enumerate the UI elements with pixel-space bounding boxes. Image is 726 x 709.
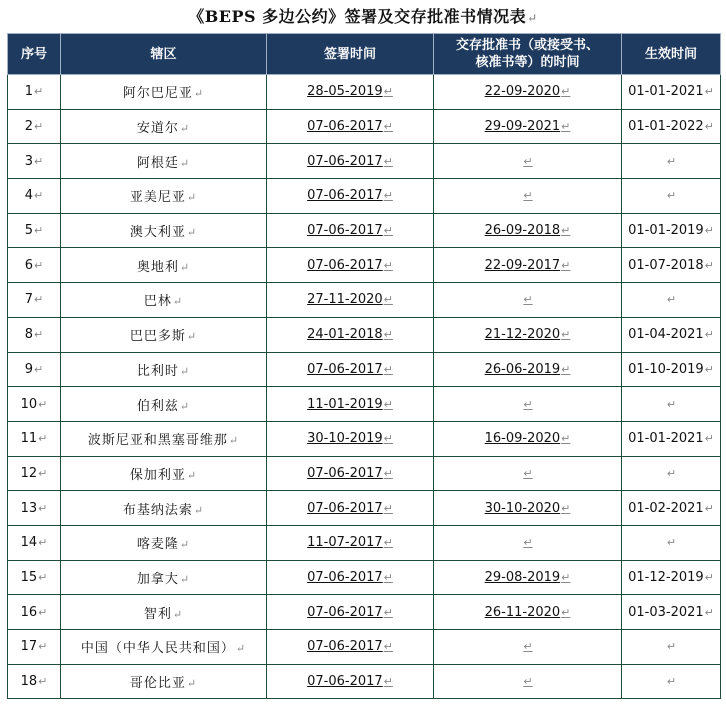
paragraph-mark-icon: ↵: [383, 120, 393, 134]
paragraph-mark-icon: ↵: [34, 189, 44, 203]
paragraph-mark-icon: ↵: [34, 120, 44, 134]
paragraph-mark-icon: ↵: [383, 570, 393, 584]
cell-sign-date-text: 11-07-2017: [307, 535, 383, 551]
cell-deposit-date-text: 21-12-2020: [484, 327, 561, 343]
paragraph-mark-icon: ↵: [38, 605, 48, 619]
cell-region: [61, 144, 267, 179]
cell-num: [8, 144, 61, 179]
paragraph-mark-icon: ↵: [179, 399, 191, 413]
table-row: [8, 630, 721, 665]
paragraph-mark-icon: ↵: [666, 293, 677, 307]
cell-num: [8, 213, 61, 248]
paragraph-mark-icon: ↵: [179, 156, 191, 170]
cell-effective-date: [622, 630, 721, 665]
cell-effective-date-text: 01-03-2021: [628, 604, 704, 620]
paragraph-mark-icon: ↵: [561, 570, 571, 584]
cell-deposit-date: [434, 109, 622, 144]
table-row: [8, 387, 721, 422]
cell-num-text: 13: [20, 500, 38, 516]
cell-region: [61, 109, 267, 144]
cell-sign-date-text: 07-06-2017: [307, 674, 383, 690]
cell-effective-date: [622, 317, 721, 352]
paragraph-mark-icon: ↵: [34, 154, 44, 168]
cell-num-text: 18: [20, 674, 38, 690]
header-sign-date: 签署时间: [267, 34, 434, 75]
cell-effective-date: [622, 560, 721, 595]
cell-effective-date: [622, 75, 721, 110]
paragraph-mark-icon: ↵: [704, 362, 714, 376]
paragraph-mark-icon: ↵: [38, 432, 48, 446]
paragraph-mark-icon: ↵: [179, 260, 191, 274]
cell-effective-date-text: 01-02-2021: [628, 500, 704, 516]
cell-sign-date: [267, 664, 434, 699]
cell-region: [61, 317, 267, 352]
table-row: [8, 352, 721, 387]
paragraph-mark-icon: ↵: [704, 85, 714, 99]
cell-effective-date-text: 01-01-2019: [628, 223, 704, 239]
paragraph-mark-icon: ↵: [561, 328, 571, 342]
cell-deposit-date-text: 26-11-2020: [484, 604, 561, 620]
paragraph-mark-icon: ↵: [704, 224, 714, 238]
cell-deposit-date-text: 30-10-2020: [484, 500, 561, 516]
cell-region-text: 布基纳法索: [122, 502, 193, 518]
paragraph-mark-icon: ↵: [383, 536, 393, 550]
cell-region: [61, 595, 267, 630]
cell-sign-date: [267, 109, 434, 144]
paragraph-mark-icon: ↵: [666, 640, 677, 654]
paragraph-mark-icon: ↵: [704, 258, 714, 272]
paragraph-mark-icon: ↵: [383, 432, 393, 446]
cell-region-text: 巴巴多斯: [129, 329, 186, 345]
paragraph-mark-icon: ↵: [523, 640, 533, 654]
paragraph-mark-icon: ↵: [383, 85, 393, 99]
cell-effective-date: [622, 144, 721, 179]
cell-deposit-date: [434, 630, 622, 665]
cell-region-text: 亚美尼亚: [129, 190, 186, 206]
cell-effective-date-text: 01-12-2019: [628, 569, 704, 585]
cell-num-text: 4: [24, 188, 34, 204]
paragraph-mark-icon: ↵: [34, 258, 44, 272]
cell-region-text: 奥地利: [136, 259, 179, 275]
cell-num: [8, 456, 61, 491]
cell-num-text: 11: [20, 431, 38, 447]
cell-num-text: 17: [20, 639, 38, 655]
paragraph-mark-icon: ↵: [186, 677, 198, 691]
cell-region-text: 加拿大: [136, 571, 179, 587]
cell-region-text: 中国（中华人民共和国）: [80, 641, 235, 657]
cell-region: [61, 248, 267, 283]
cell-sign-date: [267, 352, 434, 387]
cell-region-text: 波斯尼亚和黑塞哥维那: [87, 433, 228, 449]
paragraph-mark-icon: ↵: [704, 328, 714, 342]
paragraph-mark-icon: ↵: [704, 501, 714, 515]
cell-sign-date-text: 07-06-2017: [307, 569, 383, 585]
paragraph-mark-icon: ↵: [383, 675, 393, 689]
cell-region: [61, 352, 267, 387]
cell-region: [61, 421, 267, 456]
cell-sign-date-text: 07-06-2017: [307, 153, 383, 169]
cell-deposit-date: [434, 560, 622, 595]
cell-effective-date: [622, 283, 721, 318]
cell-sign-date-text: 07-06-2017: [307, 361, 383, 377]
cell-sign-date-text: 27-11-2020: [307, 292, 383, 308]
cell-num: [8, 560, 61, 595]
cell-deposit-date: [434, 387, 622, 422]
paragraph-mark-icon: ↵: [561, 501, 571, 515]
cell-num: [8, 75, 61, 110]
cell-sign-date: [267, 387, 434, 422]
paragraph-mark-icon: ↵: [704, 605, 714, 619]
cell-region-text: 伯利兹: [136, 398, 179, 414]
document-title: [0, 0, 726, 33]
table-row: [8, 109, 721, 144]
cell-deposit-date-text: 29-08-2019: [484, 569, 561, 585]
cell-effective-date-text: 01-01-2021: [628, 431, 704, 447]
cell-num: [8, 595, 61, 630]
header-effective-date: 生效时间: [622, 34, 721, 75]
paragraph-mark-icon: ↵: [38, 536, 48, 550]
cell-region: [61, 664, 267, 699]
title-text: 《BEPS 多边公约》签署及交存批准书情况表: [188, 7, 527, 26]
cell-num-text: 15: [20, 569, 38, 585]
paragraph-mark-icon: ↵: [38, 501, 48, 515]
cell-deposit-date: [434, 144, 622, 179]
cell-region-text: 保加利亚: [129, 467, 186, 483]
paragraph-mark-icon: ↵: [523, 536, 533, 550]
cell-num-text: 12: [20, 465, 38, 481]
table-row: [8, 317, 721, 352]
cell-effective-date: [622, 248, 721, 283]
cell-region-text: 阿尔巴尼亚: [122, 86, 193, 102]
paragraph-mark-icon: ↵: [383, 466, 393, 480]
cell-region: [61, 491, 267, 526]
paragraph-mark-icon: ↵: [172, 607, 184, 621]
paragraph-mark-icon: ↵: [179, 364, 191, 378]
paragraph-mark-icon: ↵: [666, 536, 677, 550]
cell-effective-date-text: 01-01-2022: [628, 119, 704, 135]
table-row: [8, 456, 721, 491]
cell-sign-date: [267, 144, 434, 179]
cell-num: [8, 109, 61, 144]
cell-sign-date-text: 07-06-2017: [307, 119, 383, 135]
cell-sign-date-text: 07-06-2017: [307, 604, 383, 620]
cell-sign-date: [267, 213, 434, 248]
paragraph-mark-icon: ↵: [704, 570, 714, 584]
header-deposit-date: [434, 34, 622, 75]
cell-deposit-date: [434, 317, 622, 352]
cell-region-text: 阿根廷: [136, 155, 179, 171]
paragraph-mark-icon: ↵: [179, 122, 191, 136]
cell-effective-date: [622, 491, 721, 526]
cell-sign-date: [267, 525, 434, 560]
table-row: [8, 248, 721, 283]
paragraph-mark-icon: ↵: [383, 640, 393, 654]
paragraph-mark-icon: ↵: [186, 330, 198, 344]
paragraph-mark-icon: ↵: [561, 224, 571, 238]
paragraph-mark-icon: ↵: [666, 154, 677, 168]
cell-sign-date: [267, 283, 434, 318]
cell-effective-date: [622, 387, 721, 422]
cell-sign-date-text: 07-06-2017: [307, 639, 383, 655]
cell-num-text: 2: [24, 119, 34, 135]
cell-sign-date: [267, 75, 434, 110]
cell-sign-date-text: 30-10-2019: [307, 431, 383, 447]
header-deposit-line1: 交存批准书（或接受书、: [455, 38, 599, 53]
cell-deposit-date: [434, 283, 622, 318]
cell-num-text: 5: [24, 223, 34, 239]
paragraph-mark-icon: ↵: [561, 362, 571, 376]
cell-deposit-date: [434, 75, 622, 110]
paragraph-mark-icon: ↵: [666, 189, 677, 203]
paragraph-mark-icon: ↵: [34, 85, 44, 99]
cell-num-text: 3: [24, 153, 34, 169]
cell-sign-date: [267, 491, 434, 526]
paragraph-mark-icon: ↵: [383, 362, 393, 376]
cell-effective-date: [622, 421, 721, 456]
cell-num: [8, 630, 61, 665]
cell-sign-date: [267, 179, 434, 214]
paragraph-mark-icon: ↵: [383, 605, 393, 619]
paragraph-mark-icon: ↵: [561, 85, 571, 99]
header-region: 辖区: [61, 34, 267, 75]
cell-effective-date: [622, 664, 721, 699]
cell-region: [61, 456, 267, 491]
cell-num-text: 8: [24, 327, 34, 343]
cell-sign-date: [267, 421, 434, 456]
cell-effective-date: [622, 109, 721, 144]
cell-region-text: 智利: [143, 606, 172, 622]
paragraph-mark-icon: ↵: [186, 191, 198, 205]
table-row: [8, 144, 721, 179]
table-row: [8, 213, 721, 248]
paragraph-mark-icon: ↵: [383, 258, 393, 272]
cell-num: [8, 248, 61, 283]
cell-sign-date-text: 07-06-2017: [307, 223, 383, 239]
cell-sign-date: [267, 248, 434, 283]
cell-deposit-date: [434, 248, 622, 283]
cell-effective-date-text: 01-07-2018: [628, 257, 704, 273]
paragraph-mark-icon: ↵: [666, 675, 677, 689]
paragraph-mark-icon: ↵: [38, 640, 48, 654]
paragraph-mark-icon: ↵: [704, 120, 714, 134]
paragraph-mark-icon: ↵: [34, 293, 44, 307]
table-header-row: [8, 34, 721, 75]
cell-effective-date-text: 01-10-2019: [628, 361, 704, 377]
paragraph-mark-icon: ↵: [561, 120, 571, 134]
cell-deposit-date: [434, 491, 622, 526]
paragraph-mark-icon: ↵: [383, 397, 393, 411]
paragraph-mark-icon: ↵: [383, 293, 393, 307]
paragraph-mark-icon: ↵: [523, 675, 533, 689]
cell-num: [8, 179, 61, 214]
table-row: [8, 283, 721, 318]
cell-effective-date-text: 01-01-2021: [628, 84, 704, 100]
cell-deposit-date-text: 22-09-2020: [484, 84, 561, 100]
cell-deposit-date: [434, 525, 622, 560]
cell-effective-date: [622, 213, 721, 248]
paragraph-mark-icon: ↵: [561, 258, 571, 272]
cell-effective-date: [622, 595, 721, 630]
cell-num: [8, 283, 61, 318]
cell-effective-date: [622, 352, 721, 387]
cell-sign-date-text: 11-01-2019: [307, 396, 383, 412]
table-row: [8, 664, 721, 699]
paragraph-mark-icon: ↵: [186, 468, 198, 482]
paragraph-mark-icon: ↵: [228, 434, 240, 448]
cell-sign-date-text: 07-06-2017: [307, 257, 383, 273]
paragraph-mark-icon: ↵: [172, 295, 184, 309]
paragraph-mark-icon: ↵: [38, 466, 48, 480]
paragraph-mark-icon: ↵: [38, 570, 48, 584]
paragraph-mark-icon: ↵: [193, 503, 205, 517]
cell-region-text: 巴林: [143, 294, 172, 310]
paragraph-mark-icon: ↵: [523, 397, 533, 411]
cell-deposit-date: [434, 664, 622, 699]
table-row: [8, 179, 721, 214]
cell-region: [61, 75, 267, 110]
paragraph-mark-icon: ↵: [523, 293, 533, 307]
table-row: [8, 75, 721, 110]
cell-num-text: 6: [24, 257, 34, 273]
paragraph-mark-icon: ↵: [186, 226, 198, 240]
cell-region: [61, 283, 267, 318]
cell-deposit-date-text: 26-06-2019: [484, 361, 561, 377]
paragraph-mark-icon: ↵: [527, 11, 538, 25]
cell-region: [61, 387, 267, 422]
table-row: [8, 525, 721, 560]
paragraph-mark-icon: ↵: [666, 466, 677, 480]
cell-sign-date-text: 07-06-2017: [307, 500, 383, 516]
cell-deposit-date: [434, 595, 622, 630]
header-num: 序号: [8, 34, 61, 75]
cell-num: [8, 421, 61, 456]
cell-deposit-date: [434, 456, 622, 491]
cell-deposit-date: [434, 421, 622, 456]
cell-num: [8, 387, 61, 422]
table-row: [8, 491, 721, 526]
paragraph-mark-icon: ↵: [179, 538, 191, 552]
cell-deposit-date-text: 26-09-2018: [484, 223, 561, 239]
paragraph-mark-icon: ↵: [34, 224, 44, 238]
paragraph-mark-icon: ↵: [34, 328, 44, 342]
cell-num-text: 9: [24, 361, 34, 377]
cell-num: [8, 491, 61, 526]
cell-region: [61, 525, 267, 560]
cell-sign-date-text: 28-05-2019: [307, 84, 383, 100]
table-row: [8, 595, 721, 630]
cell-num-text: 10: [20, 396, 38, 412]
cell-deposit-date-text: 22-09-2017: [484, 257, 561, 273]
cell-num-text: 14: [20, 535, 38, 551]
cell-region-text: 哥伦比亚: [129, 676, 186, 692]
paragraph-mark-icon: ↵: [383, 189, 393, 203]
header-deposit-line2: 核准书等）的时间: [475, 55, 580, 70]
paragraph-mark-icon: ↵: [235, 642, 247, 656]
cell-effective-date: [622, 456, 721, 491]
paragraph-mark-icon: ↵: [523, 154, 533, 168]
table-row: [8, 560, 721, 595]
paragraph-mark-icon: ↵: [383, 224, 393, 238]
cell-num-text: 1: [24, 84, 34, 100]
table-row: [8, 421, 721, 456]
paragraph-mark-icon: ↵: [704, 432, 714, 446]
cell-sign-date: [267, 456, 434, 491]
paragraph-mark-icon: ↵: [666, 397, 677, 411]
cell-region-text: 喀麦隆: [136, 537, 179, 553]
cell-deposit-date-text: 29-09-2021: [484, 119, 561, 135]
paragraph-mark-icon: ↵: [179, 572, 191, 586]
cell-sign-date-text: 24-01-2018: [307, 327, 383, 343]
cell-region-text: 比利时: [136, 363, 179, 379]
cell-sign-date: [267, 560, 434, 595]
cell-region: [61, 179, 267, 214]
cell-num-text: 16: [20, 604, 38, 620]
cell-effective-date: [622, 179, 721, 214]
cell-region: [61, 213, 267, 248]
cell-region: [61, 630, 267, 665]
cell-sign-date: [267, 317, 434, 352]
paragraph-mark-icon: ↵: [38, 397, 48, 411]
paragraph-mark-icon: ↵: [38, 675, 48, 689]
cell-sign-date-text: 07-06-2017: [307, 465, 383, 481]
cell-num: [8, 525, 61, 560]
signature-status-table: [7, 33, 721, 699]
cell-num: [8, 317, 61, 352]
paragraph-mark-icon: ↵: [383, 154, 393, 168]
cell-region-text: 澳大利亚: [129, 225, 186, 241]
cell-deposit-date-text: 16-09-2020: [484, 431, 561, 447]
cell-region-text: 安道尔: [136, 121, 179, 137]
table-body: [8, 75, 721, 699]
paragraph-mark-icon: ↵: [383, 501, 393, 515]
paragraph-mark-icon: ↵: [34, 362, 44, 376]
cell-effective-date: [622, 525, 721, 560]
paragraph-mark-icon: ↵: [523, 466, 533, 480]
paragraph-mark-icon: ↵: [523, 189, 533, 203]
cell-num: [8, 664, 61, 699]
paragraph-mark-icon: ↵: [561, 605, 571, 619]
paragraph-mark-icon: ↵: [383, 328, 393, 342]
cell-sign-date: [267, 595, 434, 630]
cell-num: [8, 352, 61, 387]
cell-deposit-date: [434, 179, 622, 214]
cell-sign-date-text: 07-06-2017: [307, 188, 383, 204]
paragraph-mark-icon: ↵: [193, 87, 205, 101]
cell-region: [61, 560, 267, 595]
cell-sign-date: [267, 630, 434, 665]
cell-deposit-date: [434, 213, 622, 248]
cell-deposit-date: [434, 352, 622, 387]
cell-num-text: 7: [24, 292, 34, 308]
cell-effective-date-text: 01-04-2021: [628, 327, 704, 343]
paragraph-mark-icon: ↵: [561, 432, 571, 446]
